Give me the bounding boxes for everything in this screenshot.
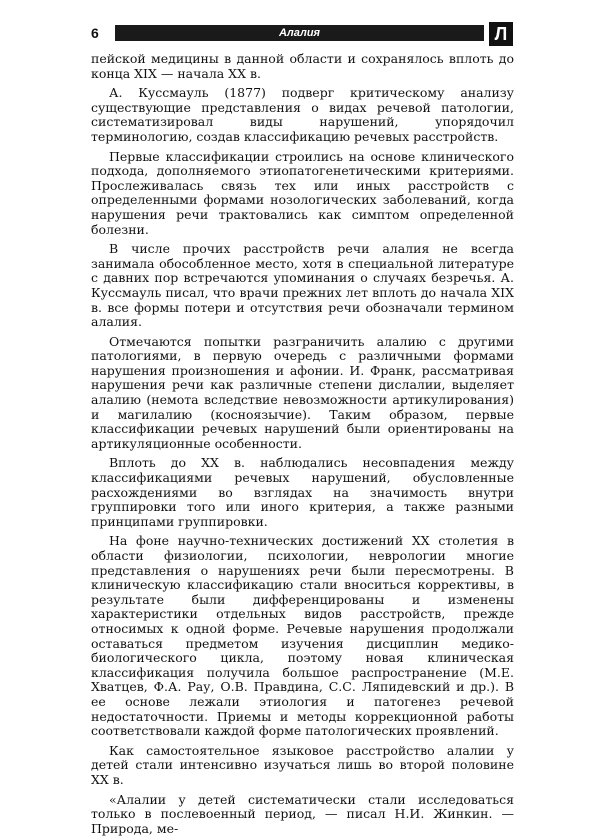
- page-number: 6: [91, 25, 113, 43]
- running-header: [91, 22, 514, 46]
- paragraph-quote: «Алалии у детей систематически стали исследоваться только в послевоенный период, — писал Н.И. Жинкин. — Природа, ме-: [91, 793, 514, 836]
- body-text: [91, 52, 514, 836]
- paragraph: На фоне научно-технических достижений XX столетия в области физиологии, психологии, неврологии многие представления о нарушениях речи были пересмотрены. В клиническую классификацию стали вноситься коррективы, в результате были дифференцированы и изменены характеристики отдельных видов расстройств, прежде относимых к одной форме. Речевые нарушения продолжали оставаться предметом изучения дисциплин медико-биологического цикла, поэтому новая клиническая классификация получила большое распространение (М.Е. Хватцев, Ф.А. Рау, О.В. Правдина, С.С. Ляпидевский и др.). В ее основе лежали этиология и патогенез речевой недостаточности. Приемы и методы коррекционной работы соответствовали каждой форме патологических проявлений.: [91, 534, 514, 738]
- paragraph: Вплоть до XX в. наблюдались несовпадения между классификациями речевых нарушений, обусловленные расхождениями во взглядах на значимость внутри группировки того или иного критерия, а также разными принципами группировки.: [91, 456, 514, 529]
- section-title: Алалия: [115, 25, 484, 41]
- paragraph: В числе прочих расстройств речи алалия не всегда занимала обособленное место, хотя в специальной литературе с давних пор встречаются упоминания о случаях безречья. А. Куссмауль писал, что врачи прежних лет вплоть до начала XIX в. все формы потери и отсутствия речи обозначали термином алалия.: [91, 242, 514, 330]
- paragraph: Отмечаются попытки разграничить алалию с другими патологиями, в первую очередь с различными формами нарушения произношения и афонии. И. Франк, рассматривая нарушения речи как различные степени дислалии, выделяет алалию (немота вследствие невозможности артикулирования) и магилалию (косноязычие). Таким образом, первые классификации речевых нарушений были ориентированы на артикуляционные особенности.: [91, 335, 514, 452]
- paragraph: Как самостоятельное языковое расстройство алалии у детей стали интенсивно изучаться лишь во второй половине XX в.: [91, 744, 514, 788]
- paragraph: А. Куссмауль (1877) подверг критическому анализу существующие представления о видах речевой патологии, систематизировал виды нарушений, упорядочил терминологию, создав классификацию речевых расстройств.: [91, 86, 514, 144]
- paragraph: Первые классификации строились на основе клинического подхода, дополняемого этиопатогенетическими критериями. Прослеживалась связь тех или иных расстройств с определенными формами нозологических заболеваний, когда нарушения речи трактовались как симптом определенной болезни.: [91, 150, 514, 238]
- section-letter-tab: Л: [489, 22, 513, 46]
- paragraph-continuation: пейской медицины в данной области и сохранялось вплоть до конца XIX — начала XX в.: [91, 52, 514, 81]
